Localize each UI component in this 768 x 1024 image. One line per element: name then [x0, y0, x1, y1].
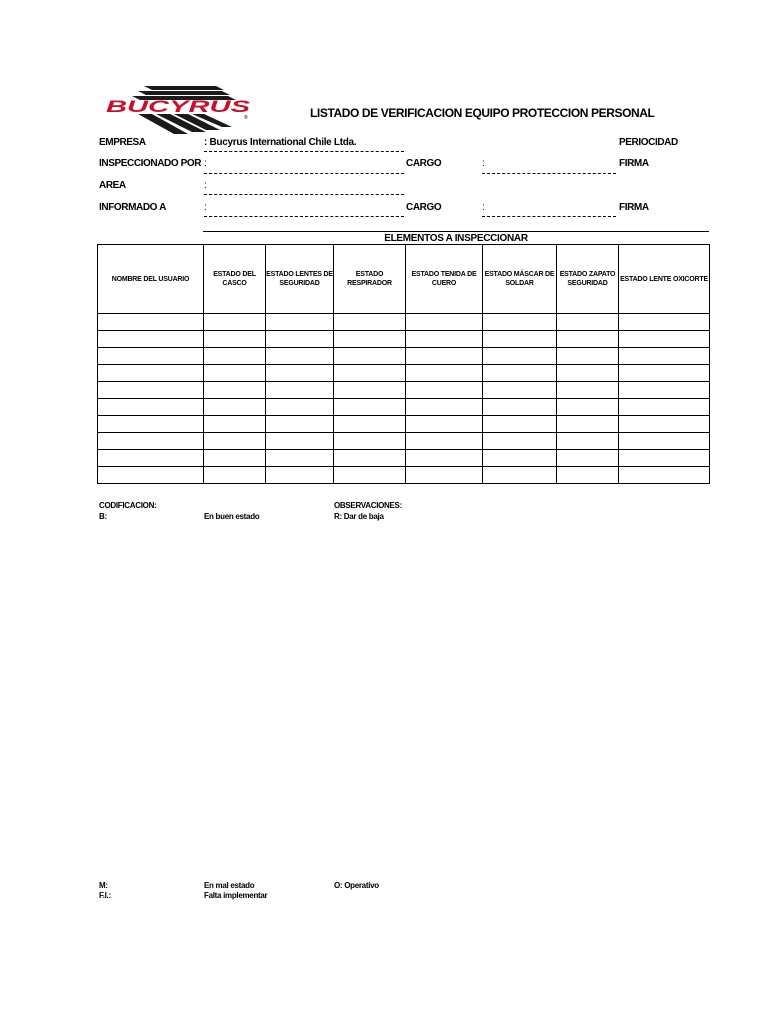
- table-cell[interactable]: [334, 399, 406, 416]
- table-cell[interactable]: [204, 348, 266, 365]
- table-cell[interactable]: [266, 450, 334, 467]
- table-cell[interactable]: [483, 416, 557, 433]
- table-cell[interactable]: [266, 382, 334, 399]
- table-cell[interactable]: [406, 399, 483, 416]
- table-cell[interactable]: [98, 382, 204, 399]
- table-cell[interactable]: [266, 365, 334, 382]
- table-cell[interactable]: [557, 399, 619, 416]
- code-r-desc: R: Dar de baja: [334, 512, 384, 521]
- table-cell[interactable]: [619, 467, 710, 484]
- table-cell[interactable]: [98, 314, 204, 331]
- table-cell[interactable]: [557, 382, 619, 399]
- table-cell[interactable]: [266, 433, 334, 450]
- table-cell[interactable]: [406, 433, 483, 450]
- table-cell[interactable]: [266, 348, 334, 365]
- table-cell[interactable]: [204, 365, 266, 382]
- column-header: ESTADO ZAPATO SEGURIDAD: [557, 245, 619, 314]
- table-cell[interactable]: [619, 416, 710, 433]
- table-cell[interactable]: [266, 399, 334, 416]
- column-header: ESTADO TENIDA DE CUERO: [406, 245, 483, 314]
- table-cell[interactable]: [334, 433, 406, 450]
- section-top-rule: [203, 231, 709, 232]
- table-cell[interactable]: [483, 433, 557, 450]
- table-cell[interactable]: [266, 331, 334, 348]
- table-cell[interactable]: [557, 450, 619, 467]
- informado-label: INFORMADO A: [99, 202, 166, 213]
- table-cell[interactable]: [334, 450, 406, 467]
- table-cell[interactable]: [98, 433, 204, 450]
- table-cell[interactable]: [619, 433, 710, 450]
- table-cell[interactable]: [406, 382, 483, 399]
- table-cell[interactable]: [619, 331, 710, 348]
- area-label: AREA: [99, 180, 126, 191]
- table-cell[interactable]: [98, 450, 204, 467]
- table-cell[interactable]: [204, 467, 266, 484]
- table-cell[interactable]: [204, 331, 266, 348]
- column-header: ESTADO LENTE OXICORTE: [619, 245, 710, 314]
- code-m: M:: [99, 881, 108, 890]
- page-title: LISTADO DE VERIFICACION EQUIPO PROTECCION PERSONAL: [310, 106, 655, 120]
- column-header: ESTADO RESPIRADOR: [334, 245, 406, 314]
- logo-stripes-graphic: [104, 82, 256, 134]
- table-body: [98, 314, 710, 484]
- table-cell[interactable]: [406, 314, 483, 331]
- table-cell[interactable]: [334, 467, 406, 484]
- firma-label-1: FIRMA: [619, 158, 649, 169]
- inspeccionado-underline: [204, 173, 404, 174]
- table-cell[interactable]: [483, 382, 557, 399]
- table-cell[interactable]: [406, 416, 483, 433]
- inspection-table: [97, 244, 710, 484]
- table-cell[interactable]: [557, 467, 619, 484]
- table-cell[interactable]: [483, 314, 557, 331]
- code-m-desc: En mal estado: [204, 881, 255, 890]
- code-o-desc: O: Operativo: [334, 881, 379, 890]
- cargo-underline-2: [482, 216, 616, 217]
- table-cell[interactable]: [483, 365, 557, 382]
- table-row: [98, 450, 710, 467]
- table-cell[interactable]: [619, 399, 710, 416]
- table-cell[interactable]: [98, 416, 204, 433]
- table-cell[interactable]: [98, 365, 204, 382]
- table-cell[interactable]: [557, 433, 619, 450]
- table-row: [98, 382, 710, 399]
- table-row: [98, 365, 710, 382]
- area-underline: [204, 194, 404, 195]
- code-fi: F.I.:: [99, 891, 111, 900]
- code-b-desc: En buen estado: [204, 512, 260, 521]
- table-cell[interactable]: [557, 314, 619, 331]
- area-field[interactable]: :: [204, 180, 207, 191]
- table-cell[interactable]: [483, 399, 557, 416]
- table-cell[interactable]: [204, 416, 266, 433]
- table-row: [98, 399, 710, 416]
- periodicidad-label: PERIOCIDAD: [619, 137, 678, 148]
- table-cell[interactable]: [204, 314, 266, 331]
- cargo-label-1: CARGO: [406, 158, 442, 169]
- table-cell[interactable]: [483, 348, 557, 365]
- cargo-field-1[interactable]: :: [482, 158, 485, 169]
- logo-text: BUCYRUS: [106, 97, 252, 116]
- column-header: ESTADO MÁSCAR DE SOLDAR: [483, 245, 557, 314]
- table-cell[interactable]: [557, 348, 619, 365]
- table-row: [98, 433, 710, 450]
- informado-field[interactable]: :: [204, 202, 207, 213]
- observaciones-label: OBSERVACIONES:: [334, 501, 402, 510]
- table-cell[interactable]: [619, 365, 710, 382]
- table-cell[interactable]: [406, 365, 483, 382]
- table-cell[interactable]: [204, 433, 266, 450]
- table-cell[interactable]: [98, 467, 204, 484]
- table-cell[interactable]: [98, 348, 204, 365]
- table-cell[interactable]: [334, 314, 406, 331]
- table-cell[interactable]: [619, 348, 710, 365]
- table-cell[interactable]: [334, 331, 406, 348]
- table-row: [98, 314, 710, 331]
- table-row: [98, 467, 710, 484]
- table-cell[interactable]: [266, 314, 334, 331]
- inspeccionado-field[interactable]: :: [204, 158, 207, 169]
- table-cell[interactable]: [406, 348, 483, 365]
- table-cell[interactable]: [483, 331, 557, 348]
- inspeccionado-label: INSPECCIONADO POR: [99, 158, 202, 169]
- cargo-underline-1: [482, 173, 616, 174]
- table-cell[interactable]: [406, 450, 483, 467]
- cargo-label-2: CARGO: [406, 202, 442, 213]
- firma-label-2: FIRMA: [619, 202, 649, 213]
- table-cell[interactable]: [334, 416, 406, 433]
- column-header: ESTADO LENTES DE SEGURIDAD: [266, 245, 334, 314]
- table-cell[interactable]: [98, 331, 204, 348]
- table-cell[interactable]: [204, 399, 266, 416]
- table-cell[interactable]: [406, 467, 483, 484]
- table-cell[interactable]: [334, 348, 406, 365]
- table-cell[interactable]: [483, 450, 557, 467]
- table-cell[interactable]: [204, 450, 266, 467]
- table-cell[interactable]: [619, 314, 710, 331]
- empresa-label: EMPRESA: [99, 137, 146, 148]
- table-cell[interactable]: [483, 467, 557, 484]
- table-cell[interactable]: [98, 399, 204, 416]
- logo-registered-mark: ®: [244, 115, 248, 121]
- column-header: NOMBRE DEL USUARIO: [98, 245, 204, 314]
- empresa-underline: [204, 151, 404, 152]
- table-row: [98, 331, 710, 348]
- table-row: [98, 416, 710, 433]
- table-cell[interactable]: [334, 382, 406, 399]
- table-cell[interactable]: [266, 467, 334, 484]
- table-cell[interactable]: [557, 331, 619, 348]
- table-cell[interactable]: [619, 450, 710, 467]
- table-header-row: [98, 245, 710, 314]
- table-cell[interactable]: [266, 416, 334, 433]
- table-cell[interactable]: [557, 416, 619, 433]
- informado-underline: [204, 216, 404, 217]
- empresa-value: : Bucyrus International Chile Ltda.: [204, 137, 357, 148]
- bucyrus-logo: [104, 82, 256, 134]
- code-fi-desc: Falta implementar: [204, 891, 268, 900]
- codificacion-label: CODIFICACION:: [99, 501, 157, 510]
- cargo-field-2[interactable]: :: [482, 202, 485, 213]
- table-cell[interactable]: [557, 365, 619, 382]
- column-header: ESTADO DEL CASCO: [204, 245, 266, 314]
- code-b: B:: [99, 512, 107, 521]
- section-title: ELEMENTOS A INSPECCIONAR: [384, 233, 528, 244]
- table-cell[interactable]: [204, 382, 266, 399]
- table-cell[interactable]: [334, 365, 406, 382]
- table-cell[interactable]: [619, 382, 710, 399]
- table-cell[interactable]: [406, 331, 483, 348]
- table-row: [98, 348, 710, 365]
